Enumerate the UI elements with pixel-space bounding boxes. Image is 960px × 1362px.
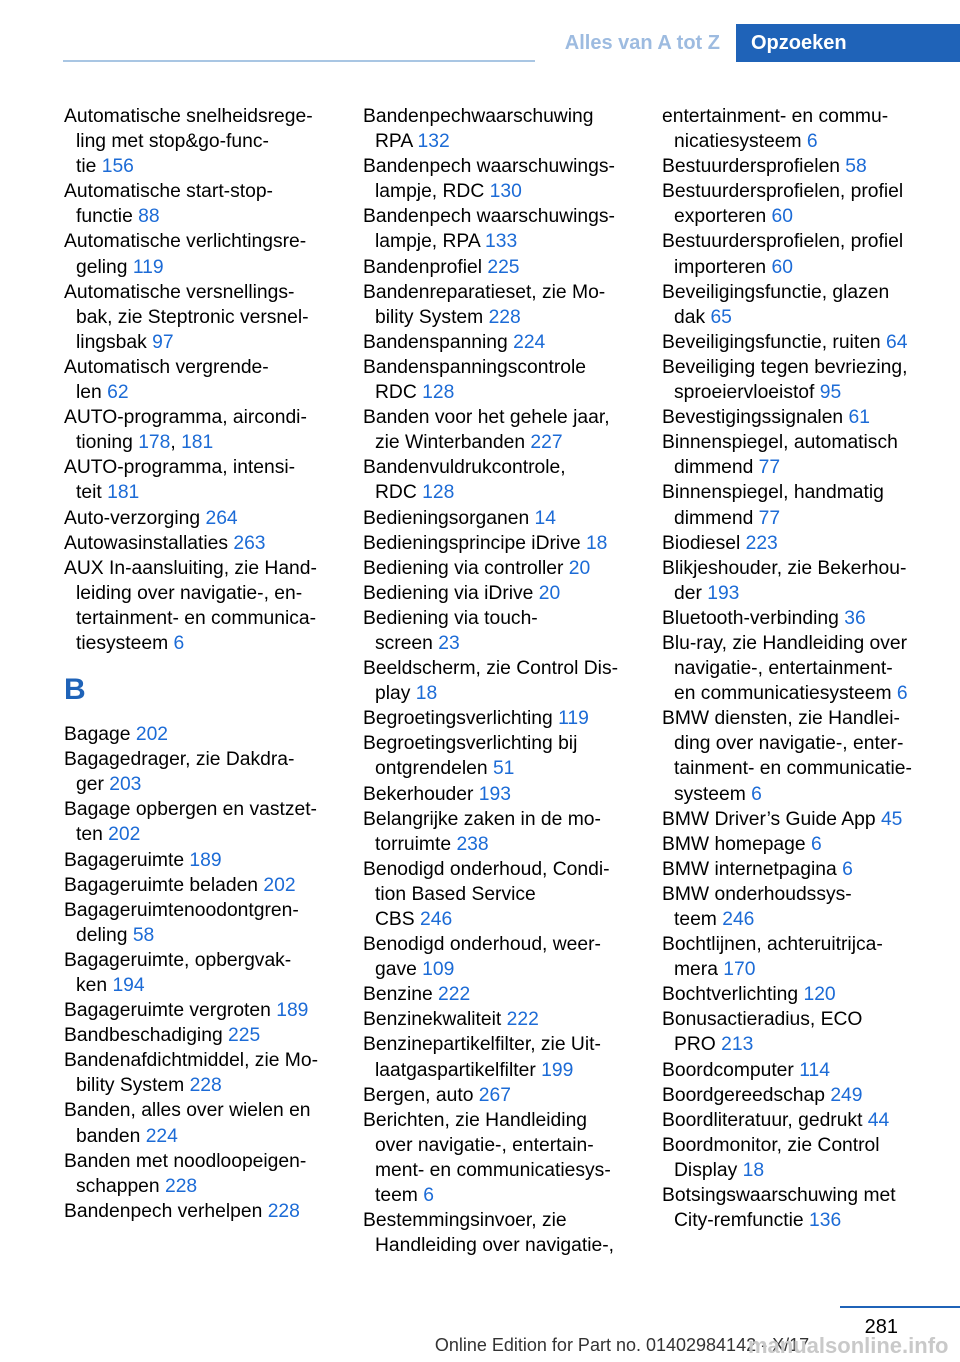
section-tab[interactable]: Opzoeken bbox=[736, 24, 960, 62]
entry-text: Botsingswaarschuwing met bbox=[662, 1185, 896, 1207]
page-link[interactable]: 6 bbox=[842, 858, 853, 880]
entry-text: Automatische start-stop- bbox=[64, 181, 273, 203]
entry-text: Bandbeschadiging bbox=[64, 1025, 223, 1047]
entry-text: importeren bbox=[674, 256, 767, 278]
index-entry bbox=[363, 706, 635, 731]
entry-text: tainment- en communicatie- bbox=[674, 758, 912, 780]
index-entry bbox=[64, 722, 336, 747]
page-link[interactable]: 20 bbox=[538, 582, 561, 604]
edition-footer: Online Edition for Part no. 01402984142 - X/17 bbox=[434, 1335, 810, 1355]
page-link[interactable]: 181 bbox=[181, 432, 214, 454]
page-link[interactable]: 194 bbox=[112, 975, 145, 996]
page-link[interactable]: 120 bbox=[803, 984, 836, 1006]
entry-text: Bluetooth-verbinding bbox=[662, 607, 839, 629]
index-entry bbox=[363, 204, 635, 254]
page-link[interactable]: 88 bbox=[138, 206, 160, 228]
entry-text: exporteren bbox=[674, 206, 767, 228]
entry-text: bility System bbox=[76, 1075, 185, 1097]
entry-text: Bandenspanning bbox=[363, 331, 508, 353]
entry-text: Beeldscherm, zie Control Dis- bbox=[363, 658, 619, 680]
entry-text: ment- en communicatiesys- bbox=[375, 1159, 611, 1181]
index-entry bbox=[64, 229, 336, 279]
index-entry bbox=[662, 430, 952, 480]
entry-text: Bandenpechwaarschuwing bbox=[363, 106, 594, 127]
entry-text: over navigatie-, entertain- bbox=[375, 1134, 594, 1156]
index-entry bbox=[662, 1183, 952, 1233]
entry-text: Bedieningsprincipe iDrive bbox=[363, 532, 581, 554]
entry-text: Benodigd onderhoud, Condi- bbox=[363, 858, 610, 880]
entry-text: Beveiligingsfunctie, glazen bbox=[662, 281, 890, 303]
entry-text: Banden met noodloopeigen- bbox=[64, 1150, 307, 1172]
entry-text: Bestuurdersprofielen, profiel bbox=[662, 181, 904, 203]
entry-text: lampje, RDC bbox=[375, 181, 485, 203]
index-entry bbox=[662, 104, 952, 154]
page-link[interactable]: 6 bbox=[173, 632, 185, 654]
entry-text: Bonusactieradius, ECO bbox=[662, 1009, 863, 1031]
entry-text: Bagageruimte vergroten bbox=[64, 1000, 271, 1022]
page-link[interactable]: 225 bbox=[487, 256, 520, 278]
entry-text: Bagage bbox=[64, 724, 131, 746]
index-entry bbox=[64, 797, 336, 847]
entry-text: Begroetingsverlichting bij bbox=[363, 733, 578, 755]
index-entry bbox=[662, 1108, 952, 1133]
page-link[interactable]: 77 bbox=[758, 507, 781, 529]
page-link[interactable]: 193 bbox=[707, 582, 740, 604]
entry-text: bak, zie Steptronic versnel- bbox=[76, 306, 309, 328]
entry-text: Binnenspiegel, handmatig bbox=[662, 482, 884, 504]
entry-text: dak bbox=[674, 306, 706, 328]
index-entry bbox=[363, 606, 635, 656]
entry-text: Banden, alles over wielen en bbox=[64, 1100, 311, 1122]
entry-text: laatgaspartikelfilter bbox=[375, 1059, 536, 1081]
page-link[interactable]: 130 bbox=[489, 181, 522, 203]
page-link[interactable]: 36 bbox=[844, 607, 866, 629]
entry-text: City-remfunctie bbox=[674, 1210, 804, 1232]
page-link[interactable]: 45 bbox=[880, 808, 903, 830]
entry-text: AUTO-programma, aircondi- bbox=[64, 407, 307, 429]
entry-text: entertainment- en commu- bbox=[662, 106, 889, 127]
entry-text: geling bbox=[76, 256, 128, 278]
page-link[interactable]: 64 bbox=[886, 331, 908, 353]
entry-text: RPA bbox=[375, 131, 413, 153]
index-entry bbox=[64, 1023, 336, 1048]
index-entry bbox=[363, 531, 635, 556]
entry-text: Bandenafdichtmiddel, zie Mo- bbox=[64, 1050, 319, 1072]
entry-text: systeem bbox=[674, 783, 746, 805]
entry-text: Bandenvuldrukcontrole, bbox=[363, 457, 566, 479]
page-link[interactable]: 213 bbox=[721, 1034, 754, 1056]
page-link[interactable]: 222 bbox=[506, 1009, 539, 1031]
entry-text: Bevestigingssignalen bbox=[662, 407, 844, 429]
page-link[interactable]: 18 bbox=[415, 683, 438, 705]
entry-text: Biodiesel bbox=[662, 532, 741, 554]
entry-text: Bestuurdersprofielen, profiel bbox=[662, 231, 904, 253]
entry-text: Bedieningsorganen bbox=[363, 507, 530, 529]
page-link[interactable]: 263 bbox=[233, 532, 266, 554]
entry-text: BMW Driver’s Guide App bbox=[662, 808, 876, 830]
index-entry bbox=[662, 606, 952, 631]
entry-text: sproeiervloeistof bbox=[674, 382, 815, 404]
page-number: 281 bbox=[864, 1316, 898, 1338]
index-entry bbox=[64, 280, 336, 355]
entry-text: teem bbox=[674, 909, 717, 930]
index-entry bbox=[662, 631, 952, 706]
entry-text: Bandenpech verhelpen bbox=[64, 1200, 263, 1222]
index-entry bbox=[662, 932, 952, 982]
entry-text: Bandenprofiel bbox=[363, 256, 482, 278]
entry-text: Beveiligingsfunctie, ruiten bbox=[662, 331, 881, 353]
watermark: manualsonline.info bbox=[748, 1333, 949, 1358]
page-link[interactable]: 6 bbox=[423, 1185, 434, 1207]
index-entry: AUTO-programma, aircondi- tioning 178, 181 bbox=[64, 407, 307, 454]
page-link[interactable]: 128 bbox=[422, 382, 455, 404]
entry-text: AUTO-programma, intensi- bbox=[64, 457, 296, 479]
entry-text: Automatische snelheidsrege- bbox=[64, 106, 313, 127]
entry-text: torruimte bbox=[375, 833, 452, 855]
page-link[interactable]: 119 bbox=[558, 708, 589, 730]
entry-text: ger bbox=[76, 774, 104, 796]
page-link[interactable]: 224 bbox=[145, 1125, 178, 1147]
entry-text: teit bbox=[76, 482, 102, 504]
index-entry bbox=[363, 405, 635, 455]
page-link[interactable]: 128 bbox=[422, 482, 455, 504]
index-entry bbox=[64, 747, 336, 797]
entry-text: tioning bbox=[76, 432, 133, 454]
entry-text: Boordmonitor, zie Control bbox=[662, 1134, 880, 1156]
page-link[interactable]: 228 bbox=[189, 1075, 222, 1097]
index-entry bbox=[662, 857, 952, 882]
index-entry bbox=[64, 1048, 336, 1098]
page-link[interactable]: 203 bbox=[109, 774, 142, 796]
index-entry bbox=[662, 480, 952, 530]
entry-text: Bagageruimtenoodontgren- bbox=[64, 899, 299, 921]
index-entry bbox=[363, 556, 635, 581]
entry-text: Autowasinstallaties bbox=[64, 532, 228, 554]
page-link[interactable]: 189 bbox=[276, 1000, 309, 1022]
index-entry bbox=[363, 807, 635, 857]
entry-text: dimmend bbox=[674, 457, 754, 479]
index-entry bbox=[662, 1083, 952, 1108]
index-entry bbox=[64, 455, 336, 505]
page-link[interactable]: 119 bbox=[132, 256, 164, 278]
index-entry bbox=[363, 1083, 635, 1108]
entry-text: RDC bbox=[375, 482, 417, 504]
entry-text: Display bbox=[674, 1159, 738, 1181]
page-link[interactable]: 133 bbox=[485, 231, 518, 253]
page-link[interactable]: 95 bbox=[819, 382, 842, 404]
entry-text: AUX In-aansluiting, zie Hand- bbox=[64, 557, 317, 579]
index-entry bbox=[662, 1133, 952, 1183]
index-entry bbox=[363, 1208, 635, 1258]
page-link[interactable]: 6 bbox=[810, 833, 822, 855]
entry-text: Belangrijke zaken in de mo- bbox=[363, 808, 601, 830]
page-link[interactable]: 6 bbox=[806, 131, 818, 153]
entry-text: BMW homepage bbox=[662, 833, 806, 855]
entry-text: play bbox=[375, 683, 411, 705]
index-entry bbox=[64, 873, 336, 898]
page-link[interactable]: 202 bbox=[263, 874, 296, 896]
entry-text: Bandenpech waarschuwings- bbox=[363, 206, 615, 228]
entry-text: Bandenspanningscontrole bbox=[363, 356, 586, 378]
entry-text: lampje, RPA bbox=[375, 231, 480, 253]
entry-text: en communicatiesysteem bbox=[674, 683, 892, 705]
page-link[interactable]: 51 bbox=[492, 758, 515, 780]
index-entry bbox=[662, 229, 952, 279]
entry-text: Bagageruimte beladen bbox=[64, 874, 259, 896]
entry-text: Automatisch vergrende- bbox=[64, 356, 269, 378]
index-entry bbox=[662, 807, 952, 832]
entry-text: ling met stop&go-func- bbox=[76, 131, 269, 153]
index-entry bbox=[64, 848, 336, 873]
index-entry bbox=[363, 330, 635, 355]
index-entry bbox=[363, 782, 635, 807]
entry-text: Boordcomputer bbox=[662, 1059, 794, 1081]
index-entry bbox=[662, 355, 952, 405]
page-link[interactable]: 60 bbox=[771, 256, 793, 278]
entry-text: len bbox=[76, 382, 102, 404]
page-link[interactable]: 193 bbox=[478, 783, 511, 805]
page-link[interactable]: 178 bbox=[138, 432, 171, 454]
entry-text: navigatie-, entertainment- bbox=[674, 658, 893, 680]
index-entry bbox=[662, 154, 952, 179]
page-link[interactable]: 202 bbox=[135, 724, 169, 746]
entry-text: der bbox=[674, 582, 702, 604]
index-entry bbox=[662, 330, 952, 355]
index-entry bbox=[363, 932, 635, 982]
entry-text: Banden voor het gehele jaar, bbox=[363, 407, 610, 429]
index-entry bbox=[662, 706, 952, 806]
entry-text: Bandenpech waarschuwings- bbox=[363, 156, 615, 178]
index-entry bbox=[363, 104, 635, 154]
index-entry bbox=[662, 405, 952, 430]
entry-text: Automatische versnellings- bbox=[64, 281, 295, 303]
page-link[interactable]: 156 bbox=[101, 156, 134, 178]
entry-text: nicatiesysteem bbox=[674, 131, 802, 153]
entry-text: Blu-ray, zie Handleiding over bbox=[662, 632, 908, 654]
entry-text: teem bbox=[375, 1185, 418, 1207]
entry-text: Benzine bbox=[363, 984, 433, 1006]
entry-text: RDC bbox=[375, 382, 417, 404]
index-entry bbox=[363, 731, 635, 781]
entry-text: deling bbox=[76, 924, 128, 946]
entry-text: ten bbox=[76, 824, 103, 846]
entry-text: gave bbox=[375, 959, 417, 981]
page-link[interactable]: 246 bbox=[722, 909, 755, 930]
entry-text: Boordliteratuur, gedrukt bbox=[662, 1109, 863, 1131]
index-entry bbox=[64, 1149, 336, 1199]
entry-text: ontgrendelen bbox=[375, 758, 488, 780]
entry-text: BMW onderhoudssys- bbox=[662, 883, 852, 905]
index-entry bbox=[662, 982, 952, 1007]
entry-text: mera bbox=[674, 959, 718, 981]
entry-text: Bergen, auto bbox=[363, 1084, 474, 1106]
entry-text: functie bbox=[76, 206, 133, 228]
index-entry bbox=[64, 179, 336, 229]
index-entry bbox=[64, 898, 336, 948]
page-link[interactable]: 249 bbox=[830, 1084, 863, 1106]
section-title: Alles van A tot Z bbox=[535, 24, 736, 62]
page-link[interactable]: 246 bbox=[420, 909, 453, 930]
index-entry bbox=[363, 1007, 635, 1032]
entry-text: lingsbak bbox=[76, 331, 147, 353]
entry-text: PRO bbox=[674, 1034, 716, 1056]
index-entry bbox=[363, 1032, 635, 1082]
page-link[interactable]: 225 bbox=[228, 1025, 261, 1047]
entry-text: dimmend bbox=[674, 507, 754, 529]
index-entry bbox=[64, 531, 336, 556]
index-entry bbox=[662, 882, 952, 932]
entry-text: Binnenspiegel, automatisch bbox=[662, 432, 898, 454]
index-entry bbox=[662, 179, 952, 229]
index-entry bbox=[662, 1007, 952, 1057]
index-column-2 bbox=[363, 104, 635, 1258]
entry-text: Bestuurdersprofielen bbox=[662, 156, 840, 178]
index-column-1 bbox=[64, 104, 336, 1224]
entry-text: bility System bbox=[375, 306, 484, 328]
entry-text: ding over navigatie-, enter- bbox=[674, 733, 904, 755]
page-link[interactable]: 228 bbox=[267, 1200, 300, 1222]
entry-text: Berichten, zie Handleiding bbox=[363, 1109, 588, 1131]
page-link[interactable]: 97 bbox=[152, 331, 174, 353]
entry-text: Bagageruimte bbox=[64, 849, 185, 871]
footer-rule bbox=[840, 1306, 960, 1308]
page-link[interactable]: 228 bbox=[488, 306, 521, 328]
page-link[interactable]: 114 bbox=[799, 1059, 830, 1081]
page-link[interactable]: 60 bbox=[771, 206, 793, 228]
index-entry bbox=[64, 355, 336, 405]
entry-text: CBS bbox=[375, 909, 415, 930]
index-entry bbox=[64, 104, 336, 179]
section-letter: B bbox=[64, 673, 86, 707]
entry-text: banden bbox=[76, 1125, 141, 1147]
page-link[interactable]: 65 bbox=[710, 306, 732, 328]
entry-text: Bochtlijnen, achteruitrijca- bbox=[662, 934, 883, 956]
page-link[interactable]: 109 bbox=[422, 959, 455, 981]
page-link[interactable]: 58 bbox=[845, 156, 867, 178]
index-entry bbox=[363, 355, 635, 405]
page-link[interactable]: 170 bbox=[723, 959, 756, 981]
page-link[interactable]: 228 bbox=[164, 1175, 198, 1197]
entry-text: Beveiliging tegen bevriezing, bbox=[662, 356, 908, 378]
entry-text: Bediening via controller bbox=[363, 557, 564, 579]
page-link[interactable]: 222 bbox=[438, 984, 471, 1006]
page-link[interactable]: 189 bbox=[189, 849, 222, 871]
index-entry bbox=[363, 857, 635, 932]
index-entry bbox=[662, 280, 952, 330]
page-link[interactable]: 264 bbox=[205, 507, 238, 529]
entry-text: BMW internetpagina bbox=[662, 858, 837, 880]
page-link[interactable]: 238 bbox=[456, 833, 489, 855]
entry-text: tertainment- en communica- bbox=[76, 607, 317, 629]
page-link[interactable]: 20 bbox=[568, 557, 591, 579]
index-entry bbox=[64, 1199, 336, 1224]
page-link[interactable]: 136 bbox=[809, 1210, 842, 1232]
index-entry bbox=[64, 556, 336, 656]
index-entry bbox=[64, 1098, 336, 1148]
page-link[interactable]: 6 bbox=[896, 683, 908, 705]
page-link[interactable]: 6 bbox=[751, 783, 762, 805]
page-link[interactable]: 18 bbox=[742, 1159, 765, 1181]
index-entry bbox=[363, 280, 635, 330]
index-entry bbox=[662, 556, 952, 606]
index-entry bbox=[363, 455, 635, 505]
page-link[interactable]: 44 bbox=[867, 1109, 890, 1131]
entry-text: screen bbox=[375, 632, 433, 654]
page-link[interactable]: 14 bbox=[534, 507, 556, 529]
page-link[interactable]: 58 bbox=[132, 924, 155, 946]
index-entry bbox=[662, 832, 952, 857]
entry-text: BMW diensten, zie Handlei- bbox=[662, 708, 900, 730]
index-entry bbox=[363, 154, 635, 204]
page-link[interactable]: 61 bbox=[848, 407, 870, 429]
page-link[interactable]: 132 bbox=[417, 131, 450, 153]
index-entry bbox=[363, 506, 635, 531]
page-link[interactable]: 224 bbox=[513, 331, 546, 353]
entry-text: Begroetingsverlichting bbox=[363, 708, 553, 730]
entry-text: Bandenreparatieset, zie Mo- bbox=[363, 281, 606, 303]
entry-text: Benzinekwaliteit bbox=[363, 1009, 502, 1031]
entry-text: tion Based Service bbox=[375, 883, 536, 905]
page-link[interactable]: 181 bbox=[107, 482, 140, 504]
entry-text: Blikjeshouder, zie Bekerhou- bbox=[662, 557, 907, 579]
index-entry bbox=[363, 1108, 635, 1208]
entry-text: Bagageruimte, opbergvak- bbox=[64, 949, 292, 971]
entry-text: zie Winterbanden bbox=[375, 432, 526, 454]
entry-text: Bestemmingsinvoer, zie bbox=[363, 1210, 567, 1232]
index-entry bbox=[662, 1058, 952, 1083]
index-entry bbox=[363, 581, 635, 606]
page-link[interactable]: 223 bbox=[745, 532, 778, 554]
page-link[interactable]: 18 bbox=[585, 532, 608, 554]
entry-text: tiesysteem bbox=[76, 632, 169, 654]
index-column-3 bbox=[662, 104, 952, 1233]
entry-text: Bagagedrager, zie Dakdra- bbox=[64, 749, 295, 771]
page-link[interactable]: 62 bbox=[107, 382, 129, 404]
page-link[interactable]: 227 bbox=[530, 432, 563, 454]
index-entry bbox=[64, 506, 336, 531]
entry-text: Benodigd onderhoud, weer- bbox=[363, 934, 601, 956]
entry-text: Auto-verzorging bbox=[64, 507, 201, 529]
index-entry bbox=[64, 998, 336, 1023]
entry-text: Boordgereedschap bbox=[662, 1084, 825, 1106]
entry-text: leiding over navigatie-, en- bbox=[76, 582, 303, 604]
page-link[interactable]: 199 bbox=[541, 1059, 574, 1081]
index-entry bbox=[662, 531, 952, 556]
entry-text: Automatische verlichtingsre- bbox=[64, 231, 307, 253]
entry-text: schappen bbox=[76, 1175, 160, 1197]
page-link[interactable]: 267 bbox=[478, 1084, 511, 1106]
index-entry bbox=[363, 255, 635, 280]
page-link[interactable]: 23 bbox=[438, 632, 460, 654]
index-entry bbox=[64, 948, 336, 998]
entry-text: Bekerhouder bbox=[363, 783, 474, 805]
index-entry bbox=[363, 982, 635, 1007]
page-link[interactable]: 202 bbox=[108, 824, 141, 846]
entry-text: Bediening via touch- bbox=[363, 607, 538, 629]
index-entry bbox=[363, 656, 635, 706]
entry-text: Bagage opbergen en vastzet- bbox=[64, 799, 317, 821]
entry-text: Bediening via iDrive bbox=[363, 582, 534, 604]
entry-text: Handleiding over navigatie-, bbox=[375, 1235, 615, 1257]
entry-text: ken bbox=[76, 975, 108, 996]
entry-text: Bochtverlichting bbox=[662, 984, 799, 1006]
page-link[interactable]: 77 bbox=[758, 457, 781, 479]
entry-text: Benzinepartikelfilter, zie Uit- bbox=[363, 1034, 601, 1056]
entry-text: tie bbox=[76, 156, 97, 178]
